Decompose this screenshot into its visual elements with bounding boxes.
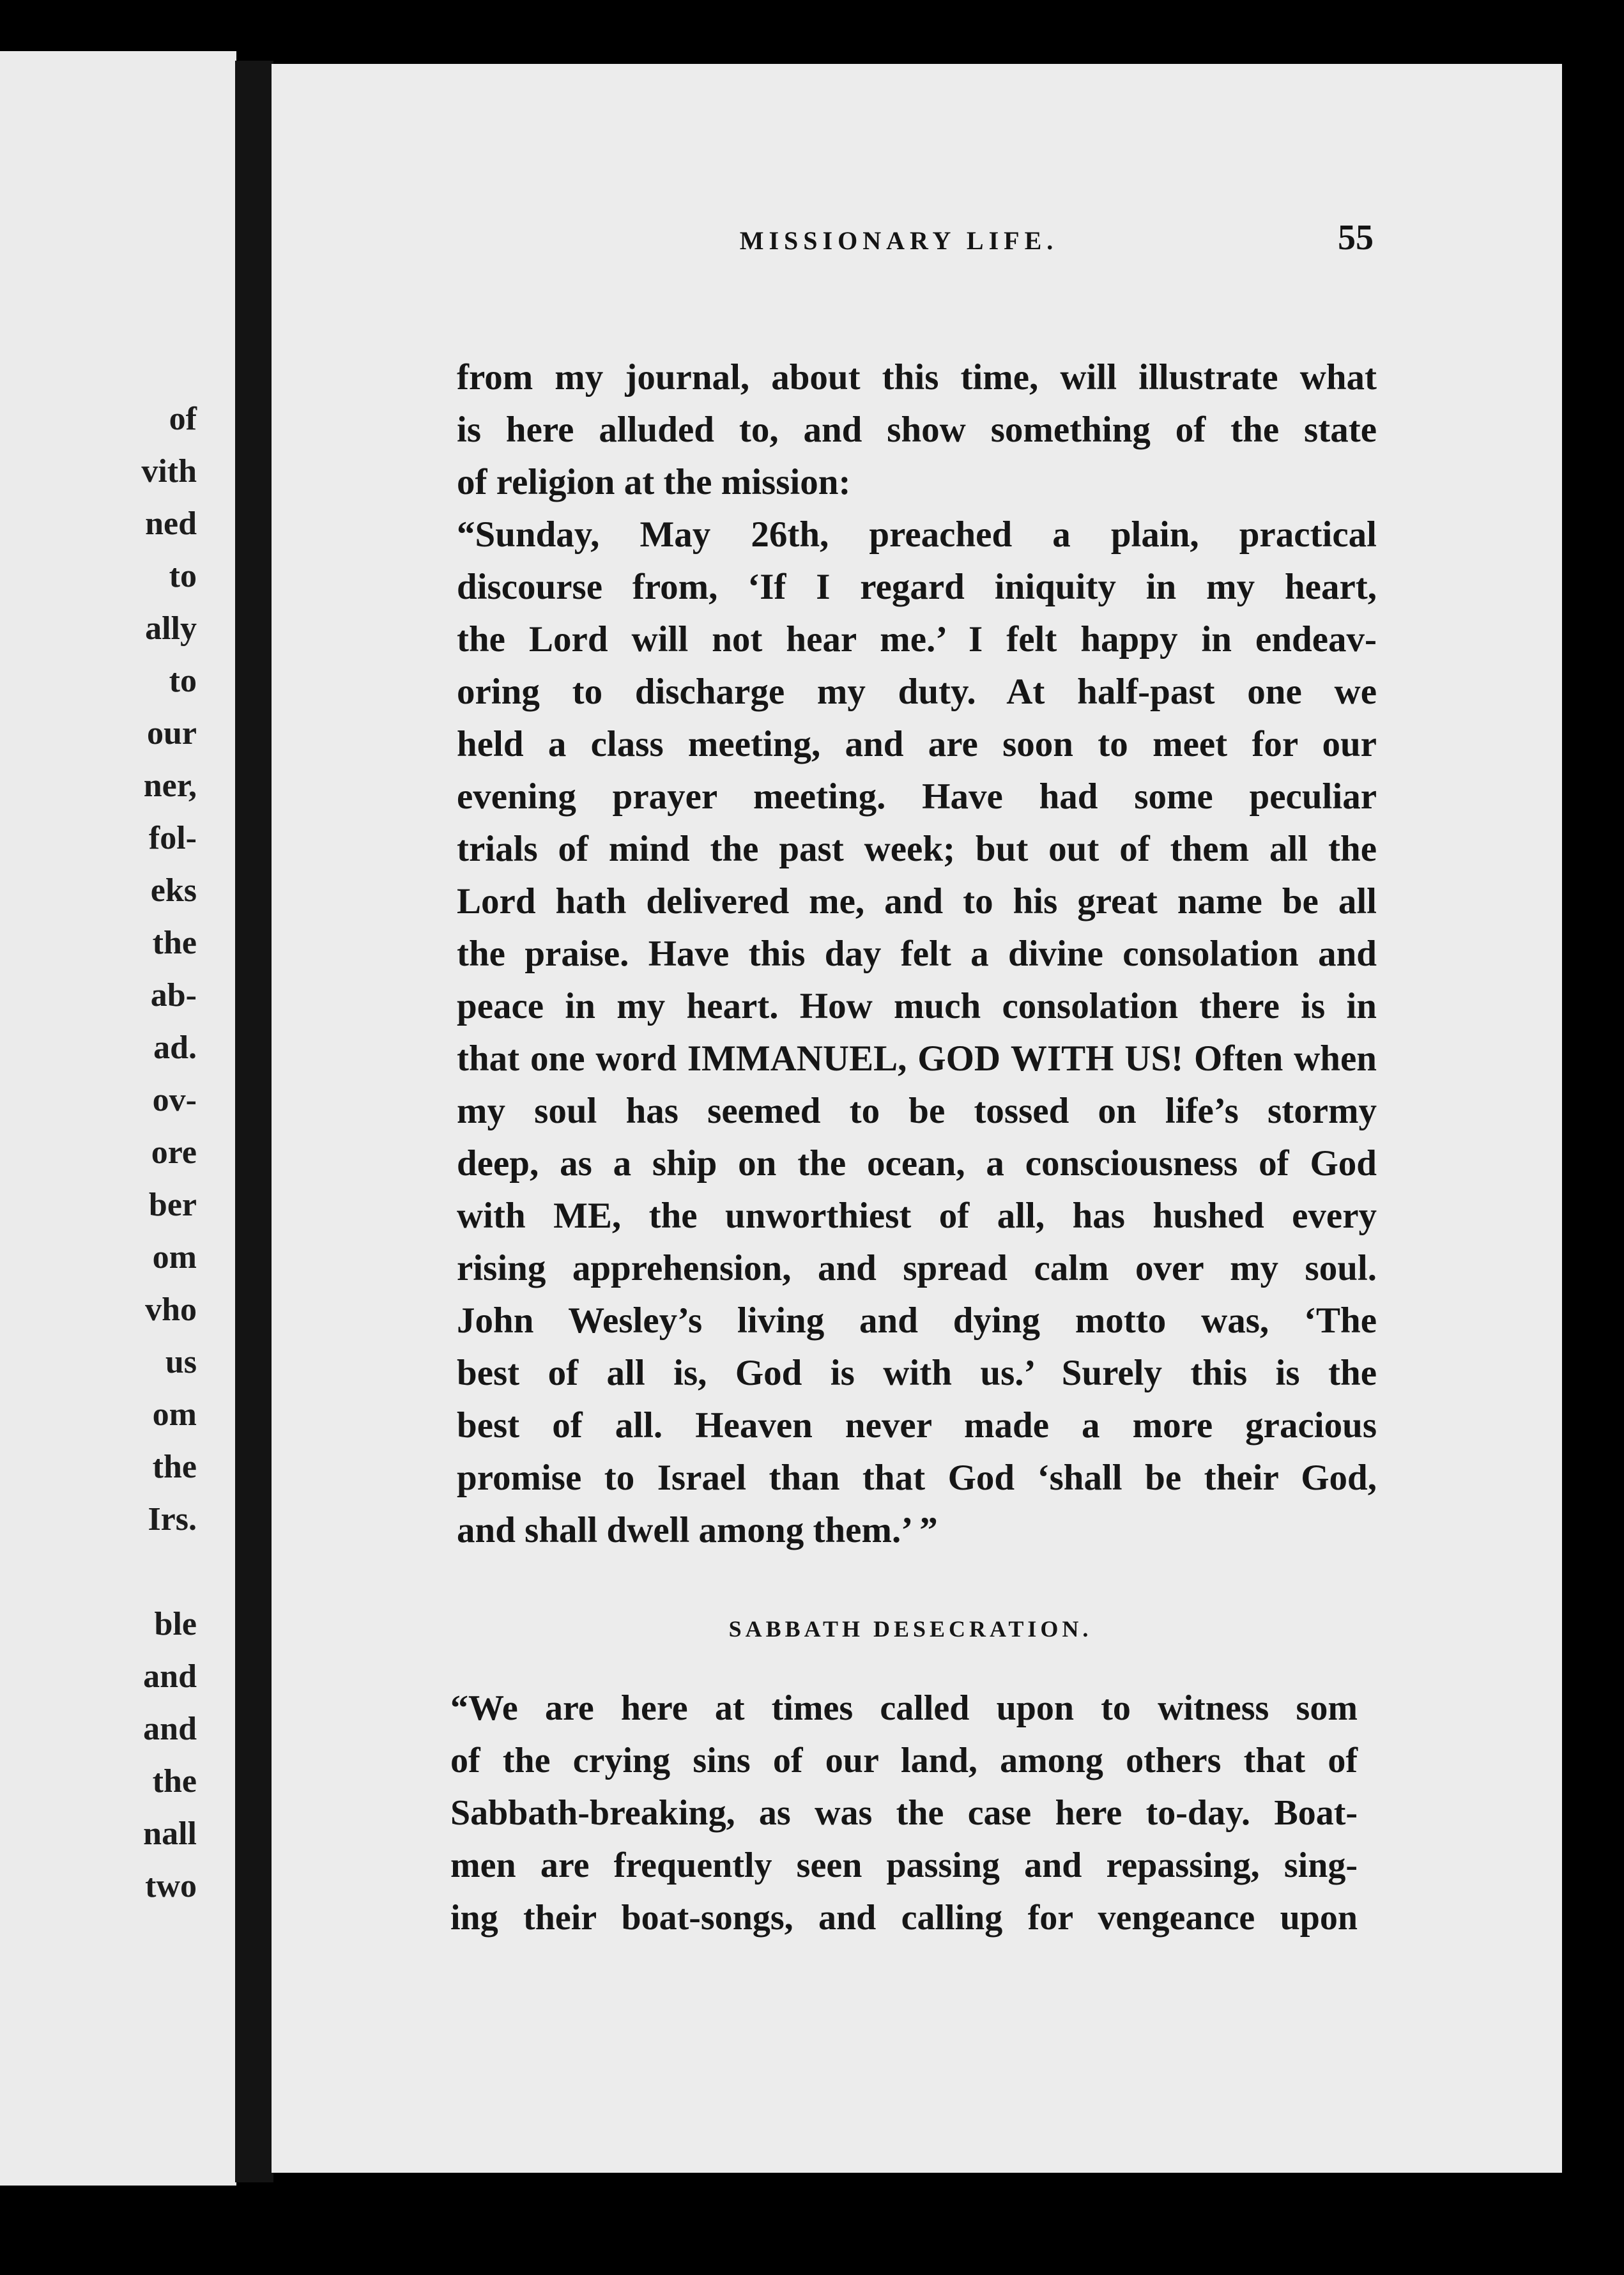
text-line: and shall dwell among them.’ ” bbox=[457, 1510, 938, 1550]
text-line: “We are here at times called upon to witness som bbox=[450, 1688, 1358, 1728]
text-line: that one word IMMANUEL, GOD WITH US! Often when bbox=[457, 1038, 1377, 1079]
text-line: discourse from, ‘If I regard iniquity in my heart, bbox=[457, 567, 1377, 607]
left-fragment: om bbox=[152, 1239, 197, 1276]
text-line: best of all is, God is with us.’ Surely this is the bbox=[457, 1353, 1377, 1393]
left-fragment: ov- bbox=[152, 1082, 197, 1118]
text-line: best of all. Heaven never made a more gracious bbox=[457, 1405, 1377, 1446]
left-fragment: ner, bbox=[143, 767, 197, 804]
text-line: my soul has seemed to be tossed on life’s stormy bbox=[457, 1091, 1377, 1131]
left-fragment: eks bbox=[150, 872, 197, 909]
left-fragment: ble bbox=[154, 1606, 197, 1642]
text-line: oring to discharge my duty. At half-past one we bbox=[457, 672, 1377, 712]
left-fragment: ber bbox=[148, 1187, 197, 1223]
left-page-text-fragments bbox=[0, 393, 230, 1913]
book-gutter bbox=[235, 61, 273, 2182]
text-line: held a class meeting, and are soon to meet for our bbox=[457, 724, 1377, 764]
text-line: the praise. Have this day felt a divine consolation and bbox=[457, 934, 1377, 974]
running-head-title: MISSIONARY LIFE. bbox=[739, 226, 1059, 255]
text-line: of religion at the mission: bbox=[457, 462, 851, 502]
text-line: deep, as a ship on the ocean, a consciousness of God bbox=[457, 1143, 1377, 1184]
text-line: Sabbath-breaking, as was the case here to-day. Boat- bbox=[450, 1793, 1358, 1833]
text-line: evening prayer meeting. Have had some peculiar bbox=[457, 776, 1377, 817]
text-line: ing their boat-songs, and calling for vengeance upon bbox=[450, 1898, 1358, 1938]
left-fragment: the bbox=[152, 1763, 197, 1800]
left-page bbox=[0, 51, 236, 2186]
left-fragment: vho bbox=[145, 1292, 197, 1328]
paragraph-journal-entry bbox=[457, 351, 1377, 1557]
left-fragment: Irs. bbox=[148, 1501, 197, 1538]
left-fragment: om bbox=[152, 1396, 197, 1433]
left-fragment: vith bbox=[141, 453, 197, 490]
text-line: from my journal, about this time, will illustrate what bbox=[457, 357, 1377, 397]
left-fragment: two bbox=[145, 1868, 197, 1904]
left-fragment: the bbox=[152, 925, 197, 961]
left-fragment: ore bbox=[151, 1134, 197, 1171]
text-line: is here alluded to, and show something of the state bbox=[457, 410, 1377, 450]
left-fragment: us bbox=[165, 1344, 197, 1380]
text-line: of the crying sins of our land, among others that of bbox=[450, 1741, 1358, 1780]
left-fragment: of bbox=[169, 401, 197, 437]
text-line: Lord hath delivered me, and to his great name be all bbox=[457, 881, 1377, 922]
text-line: trials of mind the past week; but out of them all the bbox=[457, 829, 1377, 869]
paragraph-sabbath bbox=[450, 1682, 1358, 1944]
left-fragment: and bbox=[143, 1658, 197, 1695]
section-heading: SABBATH DESECRATION. bbox=[728, 1616, 1092, 1642]
page-number: 55 bbox=[1338, 218, 1374, 258]
text-line: the Lord will not hear me.’ I felt happy in endeav- bbox=[457, 619, 1377, 659]
left-fragment: our bbox=[147, 715, 197, 752]
left-fragment bbox=[0, 1546, 230, 1598]
running-head bbox=[460, 217, 1374, 258]
text-line: John Wesley’s living and dying motto was, ‘The bbox=[457, 1300, 1377, 1341]
text-line: peace in my heart. How much consolation there is in bbox=[457, 986, 1377, 1026]
text-line: with ME, the unworthiest of all, has hushed every bbox=[457, 1196, 1377, 1236]
left-fragment: the bbox=[152, 1449, 197, 1485]
left-fragment: ab- bbox=[150, 977, 197, 1014]
left-fragment: fol- bbox=[148, 820, 197, 856]
text-line: rising apprehension, and spread calm over my soul. bbox=[457, 1248, 1377, 1288]
left-fragment: ally bbox=[145, 610, 197, 647]
left-fragment: to bbox=[169, 558, 197, 594]
left-fragment: and bbox=[143, 1711, 197, 1747]
left-fragment: to bbox=[169, 663, 197, 699]
text-line: men are frequently seen passing and repassing, sing- bbox=[450, 1846, 1358, 1885]
left-fragment: ned bbox=[145, 505, 197, 542]
text-line: promise to Israel than that God ‘shall be their God, bbox=[457, 1458, 1377, 1498]
left-fragment: ad. bbox=[153, 1030, 197, 1066]
left-fragment: nall bbox=[143, 1816, 197, 1852]
text-line: “Sunday, May 26th, preached a plain, practical bbox=[457, 514, 1377, 555]
